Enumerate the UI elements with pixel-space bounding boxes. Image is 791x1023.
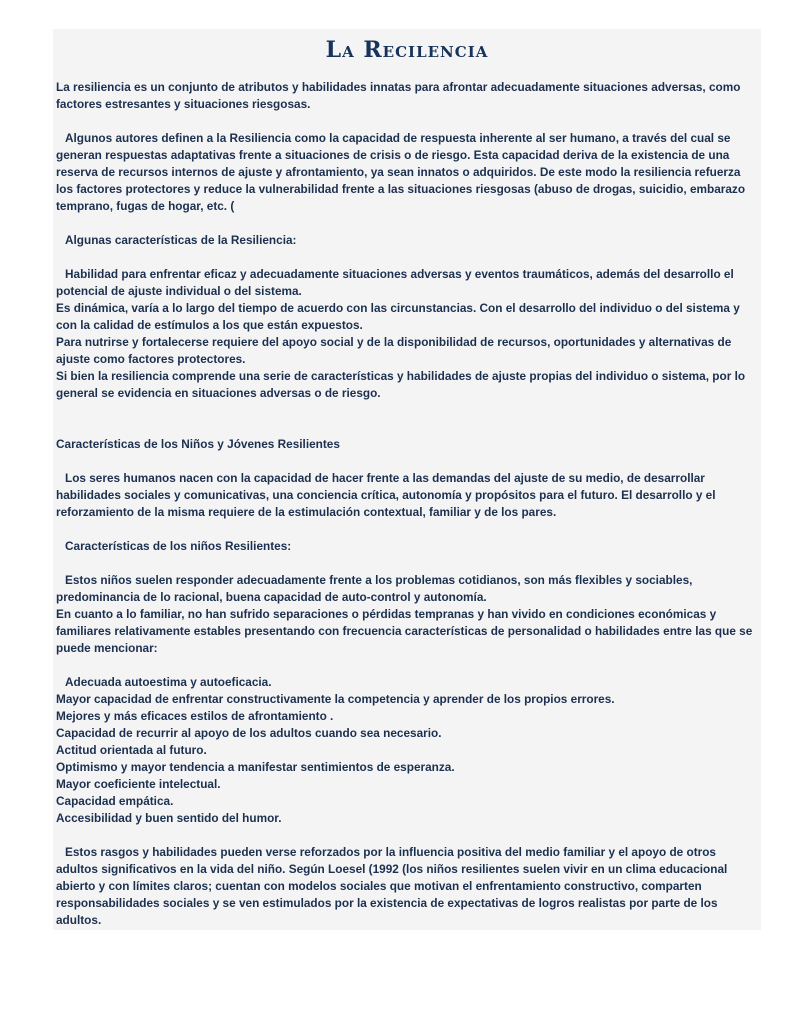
paragraph-reinforcement-text: Estos rasgos y habilidades pueden verse reforzados por la influencia positiva del medio familiar y el apoyo de otros adultos significativos en la vida del niño. Según Loesel (1992 (los niños resilientes suelen vivir en un clima educacional abierto y con límites claros; cuentan con modelos sociales que motivan el enfrentamiento constructivo, comparten responsabilidades sociales y se ven estimulados por la existencia de expectativas de logros realistas por parte de los adultos.	[56, 845, 728, 927]
document-body	[53, 65, 761, 929]
trait-item: Capacidad empática.	[56, 794, 174, 808]
trait-item: Accesibilidad y buen sentido del humor.	[56, 811, 282, 825]
children-description	[56, 572, 758, 657]
trait-item: Optimismo y mayor tendencia a manifestar sentimientos de esperanza.	[56, 760, 455, 774]
traits-list	[56, 674, 758, 827]
paragraph-definition-text: Algunos autores definen a la Resiliencia como la capacidad de respuesta inherente al ser humano, a través del cual se generan respuestas adaptativas frente a situaciones de crisis o de riesgo. Esta capacidad deriva de la existencia de una reserva de recursos internos de ajuste y afrontamiento, ya sean innatos o adquiridos. De este modo la resiliencia refuerza los factores protectores y reduce la vulnerabilidad frente a las situaciones riesgosas (abuso de drogas, suicidio, embarazo temprano, fugas de hogar, etc. (	[56, 131, 746, 213]
spacer	[56, 419, 758, 436]
trait-item: Capacidad de recurrir al apoyo de los adultos cuando sea necesario.	[56, 726, 442, 740]
trait-item: Mejores y más eficaces estilos de afrontamiento .	[56, 709, 334, 723]
document-title: La Recilencia	[325, 37, 489, 63]
paragraph-reinforcement	[56, 844, 758, 929]
paragraph-human-capacity	[56, 470, 758, 521]
trait-item: Actitud orientada al futuro.	[56, 743, 207, 757]
characteristic-item: Para nutrirse y fortalecerse requiere del apoyo social y de la disponibilidad de recursos, oportunidades y alternativas de ajuste como factores protectores.	[56, 335, 732, 366]
characteristic-item: Habilidad para enfrentar eficaz y adecuadamente situaciones adversas y eventos traumáticos, además del desarrollo el potencial de ajuste individual o del sistema.	[56, 267, 734, 298]
paragraph-children-heading	[56, 538, 758, 555]
section-heading-resilient-youth: Características de los Niños y Jóvenes Resilientes	[56, 437, 340, 451]
characteristics-list	[56, 266, 758, 402]
paragraph-characteristics-heading	[56, 232, 758, 249]
trait-item: Mayor coeficiente intelectual.	[56, 777, 221, 791]
characteristic-item: Si bien la resiliencia comprende una serie de características y habilidades de ajuste propias del individuo o sistema, por lo general se evidencia en situaciones adversas o de riesgo.	[56, 369, 746, 400]
children-family: En cuanto a lo familiar, no han sufrido separaciones o pérdidas tempranas y han vivido en condiciones económicas y familiares relativamente estables presentando con frecuencia características de personalidad o habilidades entre las que se puede mencionar:	[56, 607, 753, 655]
paragraph-human-capacity-text: Los seres humanos nacen con la capacidad de hacer frente a las demandas del ajuste de su medio, de desarrollar habilidades sociales y comunicativas, una conciencia crítica, autonomía y propósitos para el futuro. El desarrollo y el reforzamiento de la misma requiere de la estimulación contextual, familiar y de los pares.	[56, 471, 716, 519]
children-heading-text: Características de los niños Resilientes:	[65, 539, 292, 553]
trait-item: Mayor capacidad de enfrentar constructivamente la competencia y aprender de los propios errores.	[56, 692, 615, 706]
children-behavior: Estos niños suelen responder adecuadamente frente a los problemas cotidianos, son más flexibles y sociables, predominancia de lo racional, buena capacidad de auto-control y autonomía.	[56, 573, 693, 604]
paragraph-definition	[56, 130, 758, 215]
paragraph-intro: La resiliencia es un conjunto de atributos y habilidades innatas para afrontar adecuadamente situaciones adversas, como factores estresantes y situaciones riesgosas.	[56, 80, 741, 111]
characteristic-item: Es dinámica, varía a lo largo del tiempo de acuerdo con las circunstancias. Con el desarrollo del individuo o del sistema y con la calidad de estímulos a los que están expuestos.	[56, 301, 740, 332]
document-page	[53, 29, 761, 930]
characteristics-heading-text: Algunas características de la Resiliencia:	[65, 233, 297, 247]
trait-item: Adecuada autoestima y autoeficacia.	[65, 675, 272, 689]
